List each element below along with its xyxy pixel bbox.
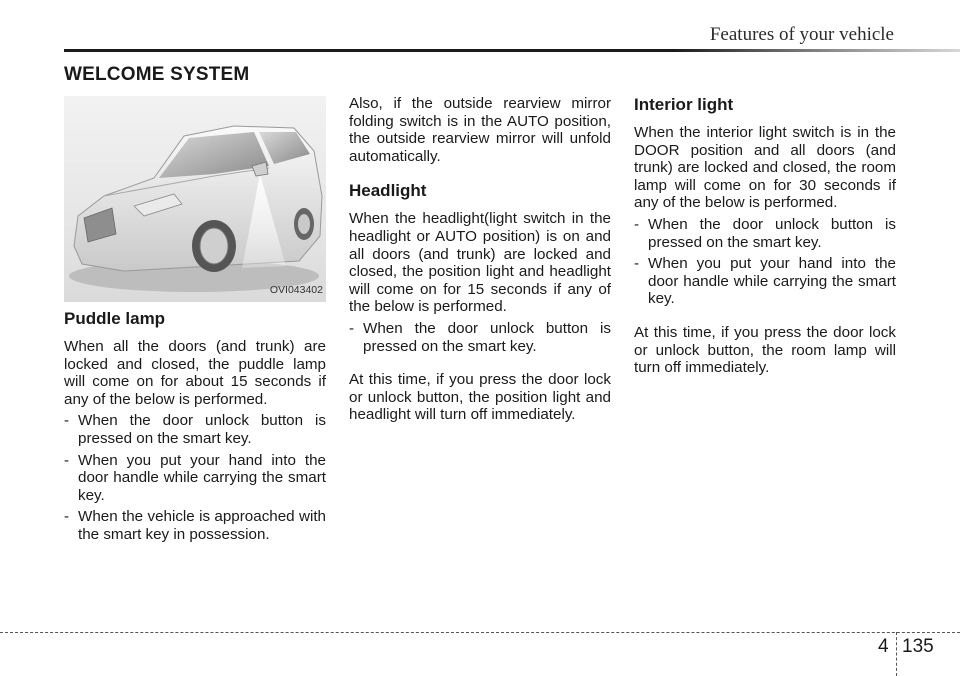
list-item: - When the door unlock button is pressed on the smart key.: [634, 215, 896, 251]
interior-light-after: At this time, if you press the door lock or unlock button, the room lamp will turn off immediately.: [634, 323, 896, 377]
interior-light-list: [634, 216, 896, 308]
headlight-list: [349, 320, 611, 355]
mirror-body: Also, if the outside rearview mirror folding switch is in the AUTO position, the outside rearview mirror will unfold automatically.: [349, 95, 611, 165]
column-2: [349, 95, 611, 424]
list-item: - When the door unlock button is pressed on the smart key.: [349, 319, 611, 355]
interior-light-body: When the interior light switch is in the DOOR position and all doors (and trunk) are locked and closed, the room lamp will come on for 30 seconds if any of the below is performed.: [634, 124, 896, 212]
column-1: [64, 96, 326, 548]
section-title: WELCOME SYSTEM: [64, 64, 250, 85]
chapter-number: 4: [878, 636, 889, 657]
list-item: - When you put your hand into the door handle while carrying the smart key.: [64, 451, 326, 504]
interior-light-heading: Interior light: [634, 95, 734, 114]
page-number: 135: [902, 636, 934, 657]
column-3: [634, 95, 896, 377]
puddle-lamp-heading: Puddle lamp: [64, 309, 166, 328]
car-illustration: [64, 96, 326, 302]
headlight-after: At this time, if you press the door lock or unlock button, the position light and headlight will turn off immediately.: [349, 371, 611, 424]
list-item: - When the vehicle is approached with the smart key in possession.: [64, 508, 326, 543]
car-drawing: [64, 96, 326, 302]
figure-code: OVI043402: [269, 284, 323, 297]
puddle-lamp-body: When all the doors (and trunk) are locked and closed, the puddle lamp will come on for about 15 seconds if any of the below is performed.: [64, 338, 326, 408]
puddle-lamp-list: [64, 412, 326, 543]
headlight-body: When the headlight(light switch in the headlight or AUTO position) is on and all doors (and trunk) are locked and closed, the position light and headlight will come on for 15 seconds if any of the below is performed.: [349, 210, 611, 316]
footer-rule: [0, 632, 960, 633]
footer-divider: [896, 632, 897, 676]
headlight-heading: Headlight: [349, 181, 427, 201]
running-header: Features of your vehicle: [709, 24, 894, 45]
list-item: - When the door unlock button is pressed on the smart key.: [64, 412, 326, 447]
list-item: - When you put your hand into the door handle while carrying the smart key.: [634, 255, 896, 308]
header-rule: [64, 49, 960, 52]
